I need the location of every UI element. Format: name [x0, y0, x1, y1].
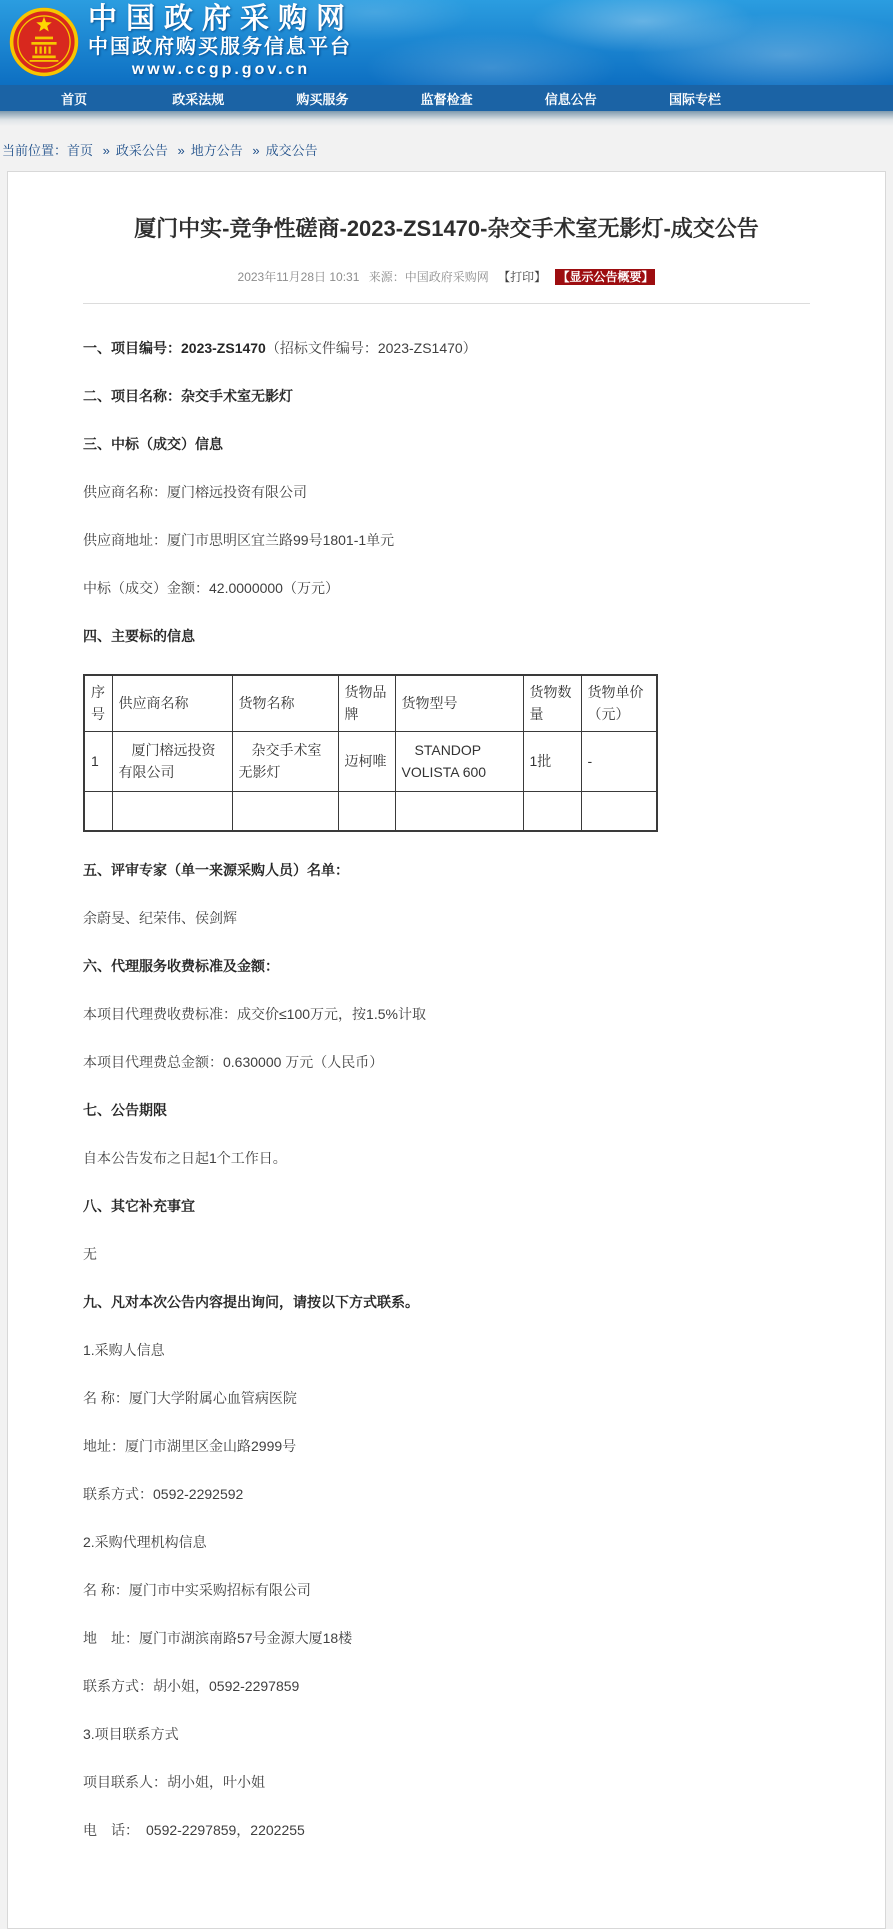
site-subtitle: 中国政府购买服务信息平台 [88, 36, 352, 58]
print-button[interactable]: 【打印】 [498, 270, 547, 284]
table-cell [581, 791, 657, 831]
breadcrumb-link-local-notices[interactable]: 地方公告 [190, 143, 243, 158]
main-navbar [0, 85, 893, 111]
purchaser-contact-line: 联系方式：0592-2292592 [83, 1486, 244, 1502]
article-source: 来源：中国政府采购网 [368, 270, 489, 284]
purchaser-name-line: 名 称：厦门大学附属心血管病医院 [83, 1390, 297, 1406]
table-cell [112, 791, 232, 831]
section-4-heading: 四、主要标的信息 [83, 628, 195, 644]
breadcrumb-link-procurement-notices[interactable]: 政采公告 [115, 143, 168, 158]
project-contact-phone-line: 电 话： 0592-2297859，2202255 [83, 1822, 305, 1838]
table-header-cell: 货物型号 [395, 675, 523, 731]
experts-list-line: 余蔚旻、纪荣伟、侯剑辉 [83, 910, 237, 926]
table-cell [523, 791, 581, 831]
section-2-heading: 二、项目名称：杂交手术室无影灯 [83, 388, 293, 404]
table-cell: STANDOP VOLISTA 600 [395, 731, 523, 791]
agency-name-line: 名 称：厦门市中实采购招标有限公司 [83, 1582, 311, 1598]
nav-item-supervision[interactable]: 监督检查 [420, 91, 473, 107]
breadcrumb-separator: » [102, 143, 110, 158]
section-7-heading: 七、公告期限 [83, 1102, 167, 1118]
publish-date: 2023年11月28日 10:31 [237, 270, 360, 284]
table-header-cell: 供应商名称 [112, 675, 232, 731]
nav-item-purchase-services[interactable]: 购买服务 [296, 91, 349, 107]
section-6-heading: 六、代理服务收费标准及金额： [83, 958, 279, 974]
table-cell: 杂交手术室无影灯 [232, 731, 338, 791]
section-5-heading: 五、评审专家（单一来源采购人员）名单： [83, 862, 349, 878]
article-meta [83, 268, 810, 304]
nav-item-regulations[interactable]: 政采法规 [172, 91, 225, 107]
project-number-bold: 一、项目编号：2023-ZS1470 [83, 340, 266, 356]
agency-fee-standard-line: 本项目代理费收费标准：成交价≤100万元，按1.5%计取 [83, 1006, 426, 1022]
table-header-cell: 货物单价（元） [581, 675, 657, 731]
agency-address-line: 地 址：厦门市湖滨南路57号金源大厦18楼 [83, 1630, 353, 1646]
agency-fee-total-line: 本项目代理费总金额：0.630000 万元（人民币） [83, 1054, 384, 1070]
project-contact-label: 3.项目联系方式 [83, 1726, 179, 1742]
site-title-block [88, 3, 354, 81]
site-logo[interactable] [8, 3, 354, 81]
breadcrumb [2, 140, 893, 159]
table-cell: 厦门榕远投资有限公司 [112, 731, 232, 791]
nav-item-announcements[interactable]: 信息公告 [544, 91, 597, 107]
article-card [7, 171, 886, 1929]
breadcrumb-link-home[interactable]: 首页 [67, 143, 94, 158]
table-cell [395, 791, 523, 831]
table-row [84, 791, 657, 831]
table-cell: 1批 [523, 731, 581, 791]
table-cell: - [581, 731, 657, 791]
table-cell [338, 791, 395, 831]
nav-item-international[interactable]: 国际专栏 [668, 91, 721, 107]
table-cell [84, 791, 112, 831]
breadcrumb-separator: » [252, 143, 260, 158]
section-9-heading: 九、凡对本次公告内容提出询问，请按以下方式联系。 [83, 1294, 419, 1310]
purchaser-info-label: 1.采购人信息 [83, 1342, 165, 1358]
table-cell: 迈柯唯 [338, 731, 395, 791]
bid-results-table [83, 674, 658, 832]
site-url: www.ccgp.gov.cn [131, 61, 311, 78]
nav-item-home[interactable]: 首页 [61, 91, 88, 107]
section-8-heading: 八、其它补充事宜 [83, 1198, 195, 1214]
agency-contact-line: 联系方式：胡小姐，0592-2297859 [83, 1678, 300, 1694]
supplementary-line: 无 [83, 1246, 97, 1262]
announcement-period-line: 自本公告发布之日起1个工作日。 [83, 1150, 287, 1166]
agency-info-label: 2.采购代理机构信息 [83, 1534, 207, 1550]
project-number-line [83, 338, 810, 358]
project-number-rest: （招标文件编号：2023-ZS1470） [265, 340, 477, 356]
show-summary-button[interactable]: 【显示公告概要】 [557, 270, 654, 284]
navbar-shadow [0, 111, 893, 126]
table-header-cell: 序号 [84, 675, 112, 731]
site-banner [0, 0, 893, 85]
supplier-name-line: 供应商名称：厦门榕远投资有限公司 [83, 484, 307, 500]
table-cell [232, 791, 338, 831]
section-3-heading: 三、中标（成交）信息 [83, 436, 223, 452]
table-cell: 1 [84, 731, 112, 791]
breadcrumb-separator: » [177, 143, 185, 158]
supplier-address-line: 供应商地址：厦门市思明区宜兰路99号1801-1单元 [83, 532, 395, 548]
award-amount-line: 中标（成交）金额：42.0000000（万元） [83, 580, 339, 596]
table-row [84, 731, 657, 791]
table-header-row [84, 675, 657, 731]
table-header-cell: 货物名称 [232, 675, 338, 731]
article-body [83, 304, 810, 1840]
purchaser-address-line: 地址：厦门市湖里区金山路2999号 [83, 1438, 297, 1454]
project-contact-person-line: 项目联系人：胡小姐，叶小姐 [83, 1774, 265, 1790]
breadcrumb-current: 成交公告 [265, 143, 318, 158]
table-header-cell: 货物品牌 [338, 675, 395, 731]
site-title: 中国政府采购网 [88, 3, 355, 35]
table-header-cell: 货物数量 [523, 675, 581, 731]
national-emblem-icon [8, 6, 80, 78]
breadcrumb-prefix: 当前位置： [2, 143, 68, 158]
page-title: 厦门中实-竞争性磋商-2023-ZS1470-杂交手术室无影灯-成交公告 [134, 216, 759, 241]
